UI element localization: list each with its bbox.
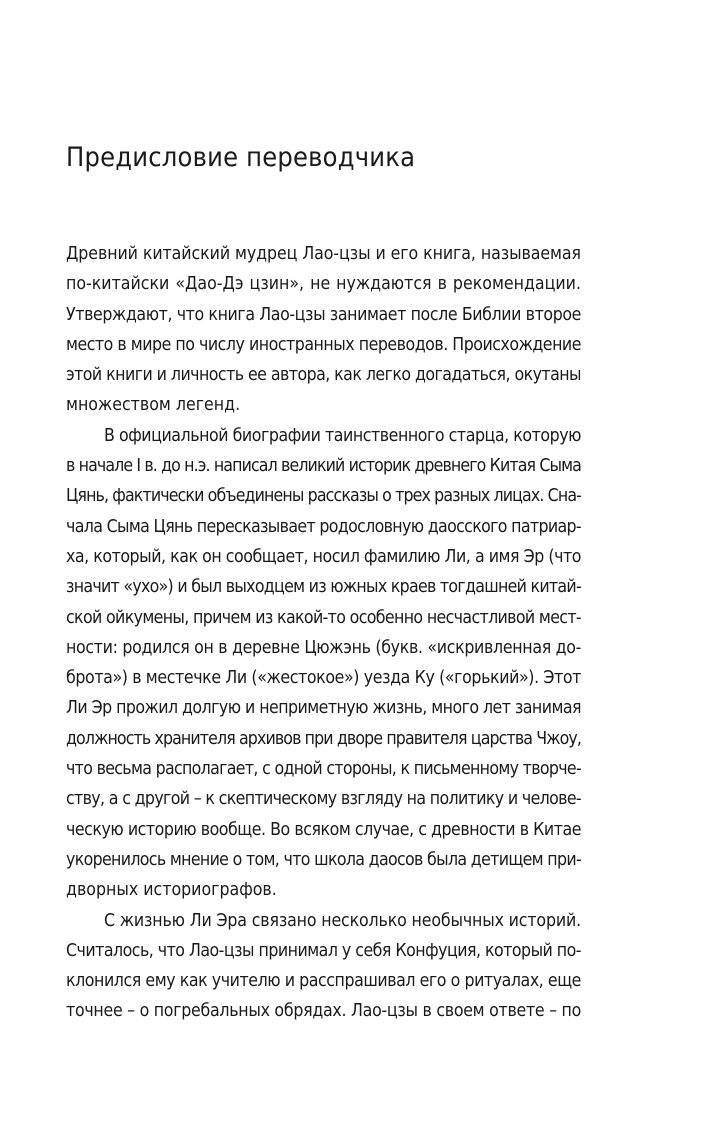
text-line: Цянь, фактически объединены рассказы о трех разных лицах. Сна-: [66, 486, 581, 507]
text-line: С жизнью Ли Эра связано несколько необычных историй.: [104, 910, 581, 931]
text-line: значит «ухо») и был выходцем из южных краев тогдашней китай-: [66, 577, 581, 598]
text-line: дворных историографов.: [66, 880, 277, 901]
text-line: что весьма располагает, с одной стороны, к письменному творче-: [66, 759, 581, 780]
chapter-title: Предисловие переводчика: [66, 142, 416, 173]
text-line: укоренилось мнение о том, что школа даосов была детищем при-: [66, 849, 581, 870]
text-line: брота») в местечке Ли («жестокое») уезда Ку («горький»). Этот: [66, 668, 581, 689]
text-line: ству, а с другой – к скептическому взгляду на политику и челове-: [66, 789, 581, 810]
text-line: должность хранителя архивов при дворе правителя царства Чжоу,: [66, 728, 581, 749]
text-line: место в мире по числу иностранных переводов. Происхождение: [66, 334, 581, 355]
text-line: по-китайски «Дао-Дэ цзин», не нуждаются в рекомендации.: [66, 274, 581, 295]
body-text: [66, 239, 581, 1027]
text-line: этой книги и личность ее автора, как легко догадаться, окутаны: [66, 365, 581, 386]
text-line: ской ойкумены, причем из какой-то особенно несчастливой мест-: [66, 607, 581, 628]
text-line: в начале I в. до н.э. написал великий историк древнего Китая Сыма: [66, 456, 581, 477]
text-line: точнее – о погребальных обрядах. Лао-цзы в своем ответе – по: [66, 1001, 581, 1022]
text-line: В официальной биографии таинственного старца, которую: [104, 425, 581, 446]
text-line: Утверждают, что книга Лао-цзы занимает после Библии второе: [66, 304, 581, 325]
text-line: множеством легенд.: [66, 395, 241, 416]
text-line: Ли Эр прожил долгую и неприметную жизнь, много лет занимая: [66, 698, 581, 719]
text-line: ха, который, как он сообщает, носил фамилию Ли, а имя Эр (что: [66, 546, 581, 567]
text-line: ческую историю вообще. Во всяком случае, с древности в Китае: [66, 819, 581, 840]
text-line: чала Сыма Цянь пересказывает родословную даосского патриар-: [66, 516, 581, 537]
book-page: [66, 0, 581, 1123]
text-line: клонился ему как учителю и расспрашивал его о ритуалах, еще: [66, 971, 581, 992]
text-line: ности: родился он в деревне Цюжэнь (букв. «искривленная до-: [66, 637, 581, 658]
text-line: Считалось, что Лао-цзы принимал у себя Конфуция, который по-: [66, 940, 581, 961]
text-line: Древний китайский мудрец Лао-цзы и его книга, называемая: [66, 244, 581, 264]
